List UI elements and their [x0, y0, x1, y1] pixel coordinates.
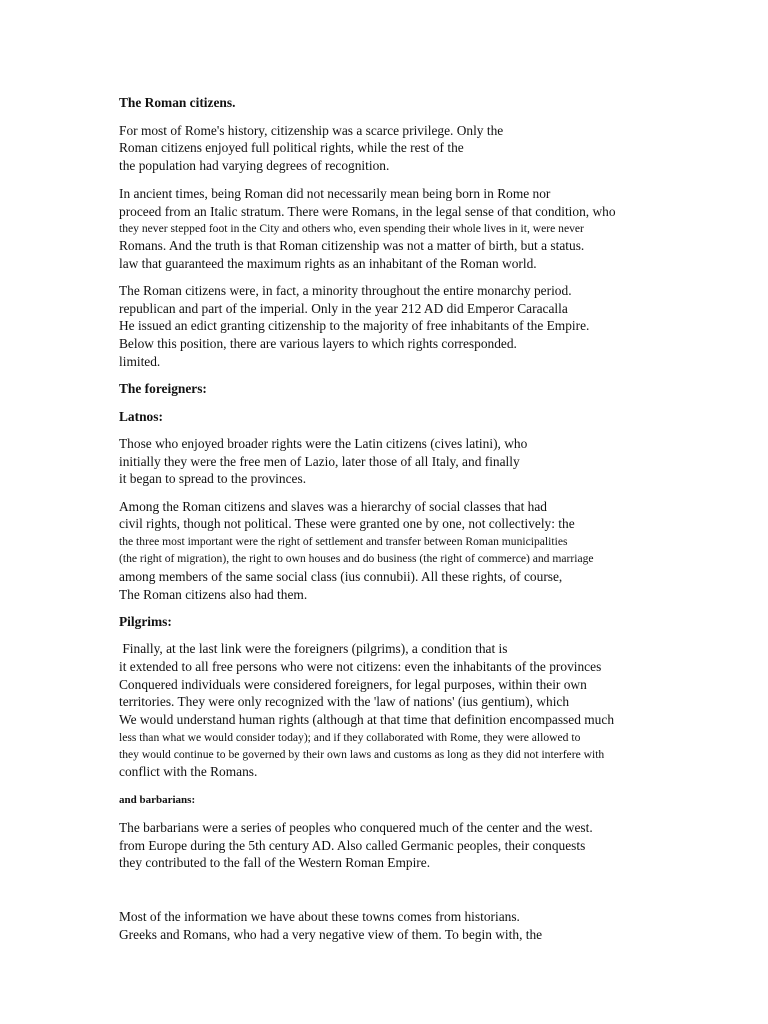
ancient-times-line: proceed from an Italic stratum. There were Romans, in the legal sense of that condition, who — [119, 204, 616, 219]
intro-line: the population had varying degrees of recognition. — [119, 158, 390, 173]
latins-line: it began to spread to the provinces. — [119, 471, 307, 486]
barbarians-line: The barbarians were a series of peoples who conquered much of the center and the west. — [119, 820, 593, 835]
latins-rights-line: (the right of migration), the right to own houses and do business (the right of commerce) and marriage — [119, 552, 594, 565]
latins-line: Those who enjoyed broader rights were the Latin citizens (cives latini), who — [119, 436, 528, 451]
closing-line: Most of the information we have about these towns comes from historians. — [119, 909, 520, 924]
pilgrims-line: they would continue to be governed by their own laws and customs as long as they did not interfere with — [119, 748, 605, 761]
section-heading-pilgrims: Pilgrims: — [119, 614, 172, 629]
barbarians-line: they contributed to the fall of the Western Roman Empire. — [119, 855, 431, 870]
latins-rights-line: Among the Roman citizens and slaves was a hierarchy of social classes that had — [119, 499, 547, 514]
minority-line: republican and part of the imperial. Only in the year 212 AD did Emperor Caracalla — [119, 301, 568, 316]
latins-rights-line: among members of the same social class (ius connubii). All these rights, of course, — [119, 569, 563, 584]
pilgrims-line: less than what we would consider today); and if they collaborated with Rome, they were allowed to — [119, 731, 581, 744]
intro-line: For most of Rome's history, citizenship was a scarce privilege. Only the — [119, 123, 504, 138]
minority-line: He issued an edict granting citizenship to the majority of free inhabitants of the Empire. — [119, 318, 590, 333]
closing-line: Greeks and Romans, who had a very negative view of them. To begin with, the — [119, 927, 543, 942]
minority-line: limited. — [119, 354, 161, 369]
latins-line: initially they were the free men of Lazio, later those of all Italy, and finally — [119, 454, 520, 469]
minority-line: Below this position, there are various layers to which rights corresponded. — [119, 336, 517, 351]
pilgrims-line: We would understand human rights (although at that time that definition encompassed much — [119, 712, 615, 727]
intro-line: Roman citizens enjoyed full political rights, while the rest of the — [119, 140, 464, 155]
section-heading-foreigners: The foreigners: — [119, 381, 207, 396]
ancient-times-line: Romans. And the truth is that Roman citizenship was not a matter of birth, but a status. — [119, 238, 585, 253]
pilgrims-line: it extended to all free persons who were not citizens: even the inhabitants of the provinces — [119, 659, 602, 674]
minority-line: The Roman citizens were, in fact, a minority throughout the entire monarchy period. — [119, 283, 572, 298]
latins-rights-line: The Roman citizens also had them. — [119, 587, 308, 602]
section-heading-barbarians: and barbarians: — [119, 794, 196, 806]
latins-rights-line: civil rights, though not political. These were granted one by one, not collectively: the — [119, 516, 575, 531]
ancient-times-line: they never stepped foot in the City and others who, even spending their whole lives in it, were never — [119, 222, 584, 235]
ancient-times-line: law that guaranteed the maximum rights as an inhabitant of the Roman world. — [119, 256, 537, 271]
latins-rights-line: the three most important were the right of settlement and transfer between Roman municipalities — [119, 535, 568, 548]
pilgrims-line: Finally, at the last link were the foreigners (pilgrims), a condition that is — [119, 641, 508, 656]
page-title: The Roman citizens. — [119, 95, 236, 110]
pilgrims-line: conflict with the Romans. — [119, 764, 258, 779]
barbarians-line: from Europe during the 5th century AD. Also called Germanic peoples, their conquests — [119, 838, 586, 853]
section-heading-latins: Latnos: — [119, 409, 163, 424]
pilgrims-line: territories. They were only recognized with the 'law of nations' (ius gentium), which — [119, 694, 570, 709]
pilgrims-line: Conquered individuals were considered foreigners, for legal purposes, within their own — [119, 677, 587, 692]
ancient-times-line: In ancient times, being Roman did not necessarily mean being born in Rome nor — [119, 186, 551, 201]
